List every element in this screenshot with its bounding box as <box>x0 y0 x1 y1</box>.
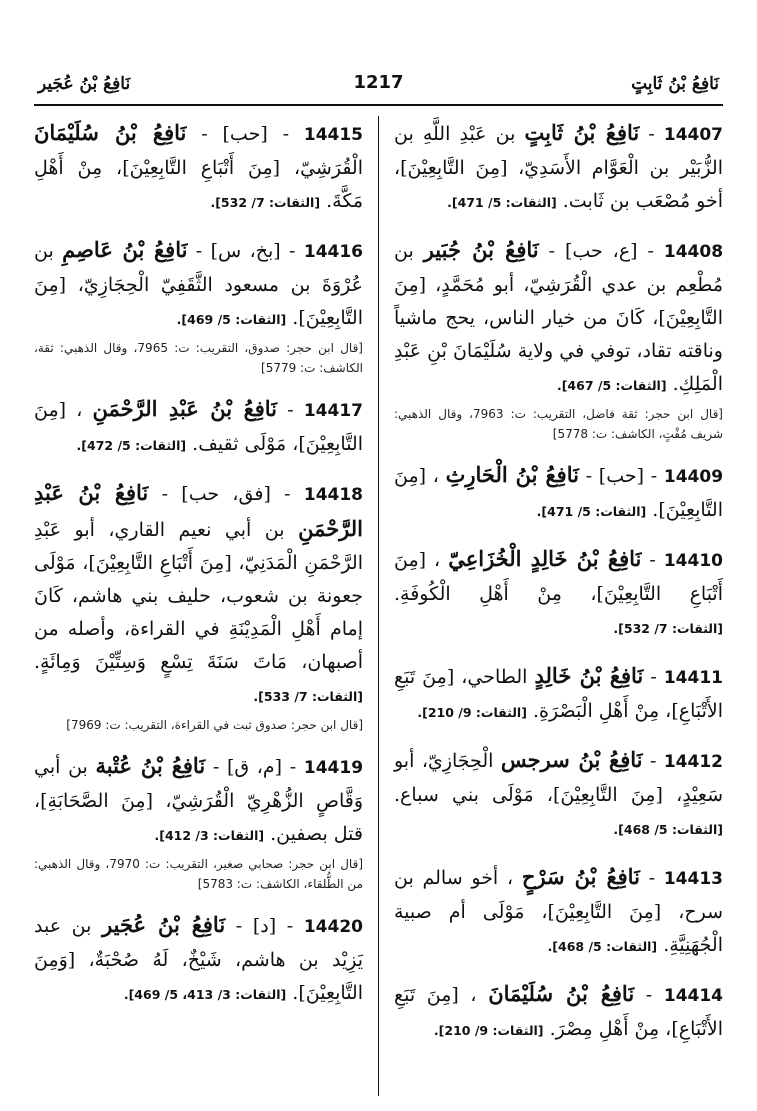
entry-number: 14409 <box>663 467 723 487</box>
header-right-title: نَافِعُ بْنُ ثَابِتٍ <box>631 74 719 94</box>
entry-tag: [م، ق] <box>226 756 283 778</box>
entry-14410 <box>394 542 723 645</box>
entry-footnote: [قال ابن حجر: ثقة فاضل، التقريب: ت: 7963، وقال الذهبي: شريف مُفْتٍ، الكاشف: ت: 5778] <box>393 407 723 441</box>
header-left-title: نَافِعُ بْنُ عُجَير <box>38 74 131 94</box>
entry-14419 <box>34 749 363 894</box>
entry-14420 <box>34 908 363 1011</box>
page-header <box>34 56 723 106</box>
entry-text: 14416 - [بخ، س] - نَافِعُ بْنُ عَاصِمِ بن عُرْوَةَ بن مسعود الثَّقَفِيّ الْحِجَازِيّ، [مِنَ التَّابِعِيْنَ]. [الثقات: 5/ 469]. <box>33 237 364 329</box>
entry-reference: [الثقات: 5/ 468]. <box>613 822 723 837</box>
entry-14413 <box>394 860 723 963</box>
entry-number: 14415 <box>303 125 364 145</box>
entry-reference: [الثقات: 7/ 532]. <box>210 195 321 210</box>
entry-name: نَافِعُ بْنُ سَرْحٍ <box>521 864 640 889</box>
entry-text: 14409 - [حب] - نَافِعُ بْنُ الْحَارِثِ ، [مِنَ التَّابِعِيْنَ]. [الثقات: 5/ 471]. <box>393 462 723 521</box>
entry-number: 14414 <box>663 986 723 1006</box>
entry-tag: [حب] <box>598 465 645 487</box>
entry-name: نَافِعُ بْنُ الْحَارِثِ <box>445 462 579 487</box>
entry-name: نَافِعُ بْنُ عَاصِمِ <box>62 237 188 262</box>
entry-text: 14412 - نَافِعُ بْنُ سرجس الْحِجَازِيّ، أبو سَعِيْدٍ، [مِنَ التَّابِعِيْنَ]، مَوْلَى بني سباع. [الثقات: 5/ 468]. <box>393 747 723 837</box>
entry-tag: [بخ، س] <box>210 240 281 262</box>
entry-name: نَافِعُ بْنُ سُلَيْمَانَ <box>488 981 635 1006</box>
entry-body: ، أخو سالم بن سرح، [مِنَ التَّابِعِيْنَ]، مَوْلَى أم صبية الْجُهَنِيَّةِ. <box>393 867 723 956</box>
entry-reference: [الثقات: 7/ 533]. <box>253 689 363 704</box>
entry-text: 14420 - [د] - نَافِعُ بْنُ عُجَير بن عبد يَزِيْد بن هاشم، شَيْخٌ، لَهُ صُحْبَةٌ، [وَمِنَ التَّابِعِيْنَ]. [الثقات: 3/ 413، 5/ 469]. <box>33 912 363 1004</box>
entry-14408 <box>394 233 723 444</box>
entry-name: نَافِعُ بْنُ عَبْدِ الرَّحْمَنِ <box>33 480 364 541</box>
entry-text: 14408 - [ع، حب] - نَافِعُ بْنُ جُبَير بن مُطْعِم بن عدي الْقُرَشِيّ، أبو مُحَمَّدٍ، [مِنَ التَّابِعِيْنَ]، كَانَ من خيار الناس، يحج ماشياً وناقته تقاد، توفي في ولاية سُلَيْمَانَ بْنِ عَبْدِ الْمَلِكِ. [الثقات: 5/ 467]. <box>393 237 723 395</box>
page-number: 1217 <box>353 72 404 93</box>
entry-text: 14410 - نَافِعُ بْنُ خَالِدٍ الْخُزَاعِيّ ، [مِنَ أَتْبَاعِ التَّابِعِيْنَ]، مِنْ أَهْلِ الْكُوفَةِ. [الثقات: 7/ 532]. <box>393 546 723 636</box>
entry-14416 <box>34 233 363 378</box>
entry-reference: [الثقات: 5/ 471]. <box>447 195 557 210</box>
right-column <box>384 112 723 1102</box>
entry-14407 <box>394 116 723 219</box>
left-column <box>34 112 373 1102</box>
entry-body: بن مُطْعِم بن عدي الْقُرَشِيّ، أبو مُحَمَّدٍ، [مِنَ التَّابِعِيْنَ]، كَانَ من خيار الناس، يحج ماشياً وناقته تقاد، توفي في ولاية سُلَيْمَانَ بْنِ عَبْدِ الْمَلِكِ. <box>393 240 723 395</box>
entry-name: نَافِعُ بْنُ جُبَير <box>423 237 539 262</box>
entry-name: نَافِعُ بْنُ خَالِدٍ <box>534 663 644 688</box>
entry-name: نَافِعُ بْنُ عَبْدِ الرَّحْمَنِ <box>92 396 278 421</box>
entry-reference: [الثقات: 9/ 210]. <box>417 705 527 720</box>
entry-number: 14407 <box>663 125 723 145</box>
entry-body: بن أبي نعيم القاري، أبو عَبْدِ الرَّحْمَنِ الْمَدَنِيّ، [مِنَ أَتْبَاعِ التَّابِعِيْنَ]، مَوْلَى جعونة بن شعوب، حليف بني هاشم، كَانَ إمام أَهْلِ الْمَدِيْنَةِ في القراءة، وأصله من أصبهان، مَاتَ سَنَةَ تِسْعٍ وَسِتِّيْنَ وَمِائَةٍ. <box>33 519 363 673</box>
entry-tag: [حب] <box>222 123 268 145</box>
entry-14409 <box>394 458 723 528</box>
entry-body: الطاحي، [مِنَ تَبَعِ الأَتْبَاعِ]، مِنْ أَهْلِ الْبَصْرَةِ. <box>393 666 723 722</box>
entry-reference: [الثقات: 5/ 469]. <box>176 312 287 327</box>
entry-14418 <box>34 476 363 735</box>
column-divider <box>378 116 379 1096</box>
entry-reference: [الثقات: 5/ 471]. <box>536 504 647 519</box>
entry-body: بن أبي وَقَّاصٍ الزُّهْرِيّ الْقُرَشِيّ، [مِنَ الصَّحَابَةِ]، قتل بصفين. <box>33 756 363 845</box>
entry-14415 <box>34 116 363 219</box>
entry-number: 14418 <box>303 485 364 505</box>
entry-14417 <box>34 392 363 462</box>
entry-reference: [الثقات: 7/ 532]. <box>613 621 723 636</box>
entry-tag: [د] <box>252 915 277 937</box>
entry-name: نَافِعُ بْنُ عُتْبة <box>95 753 206 778</box>
entry-number: 14417 <box>303 401 363 421</box>
entry-number: 14416 <box>303 242 364 262</box>
entry-reference: [الثقات: 9/ 210]. <box>433 1023 544 1038</box>
entry-text: 14419 - [م، ق] - نَافِعُ بْنُ عُتْبة بن أبي وَقَّاصٍ الزُّهْرِيّ الْقُرَشِيّ، [مِنَ الصَّحَابَةِ]، قتل بصفين. [الثقات: 3/ 412]. <box>33 753 364 845</box>
entry-reference: [الثقات: 5/ 467]. <box>556 378 667 393</box>
entry-tag: [ع، حب] <box>564 240 638 262</box>
entry-footnote: [قال ابن حجر: صدوق ثبت في القراءة، التقريب: ت: 7969] <box>66 718 363 732</box>
entry-14412 <box>394 743 723 846</box>
entry-text: 14413 - نَافِعُ بْنُ سَرْحٍ ، أخو سالم بن سرح، [مِنَ التَّابِعِيْنَ]، مَوْلَى أم صبية الْجُهَنِيَّةِ. [الثقات: 5/ 468]. <box>393 864 723 956</box>
entry-body: ، [مِنَ تَبَعِ الأَتْبَاعِ]، مِنْ أَهْلِ مِصْرَ. <box>393 984 723 1040</box>
entry-number: 14413 <box>663 869 723 889</box>
entry-body: بن عُرْوَةَ بن مسعود الثَّقَفِيّ الْحِجَازِيّ، [مِنَ التَّابِعِيْنَ]. <box>33 240 363 329</box>
entry-number: 14411 <box>663 668 723 688</box>
entry-number: 14419 <box>303 758 364 778</box>
entry-reference: [الثقات: 5/ 468]. <box>547 939 658 954</box>
entry-14414 <box>394 977 723 1047</box>
text-columns <box>34 112 723 1102</box>
entry-number: 14410 <box>663 551 723 571</box>
entry-body: الْقُرَشِيّ، [مِنَ أَتْبَاعِ التَّابِعِيْنَ]، مِنْ أَهْلِ مَكَّةَ. <box>33 157 363 212</box>
entry-name: نَافِعُ بْنُ سرجس <box>500 747 643 772</box>
entry-name: نَافِعُ بْنُ خَالِدٍ الْخُزَاعِيّ <box>448 546 642 571</box>
entry-footnote: [قال ابن حجر: صدوق، التقريب: ت: 7965، وقال الذهبي: ثقة، الكاشف: ت: 5779] <box>33 341 363 375</box>
entry-tag: [فق، حب] <box>181 483 271 505</box>
entry-text: 14417 - نَافِعُ بْنُ عَبْدِ الرَّحْمَنِ ، [مِنَ التَّابِعِيْنَ]، مَوْلَى ثقيف. [الثقات: 5/ 472]. <box>33 396 363 455</box>
entry-text: 14418 - [فق، حب] - نَافِعُ بْنُ عَبْدِ الرَّحْمَنِ بن أبي نعيم القاري، أبو عَبْدِ الرَّحْمَنِ الْمَدَنِيّ، [مِنَ أَتْبَاعِ التَّابِعِيْنَ]، مَوْلَى جعونة بن شعوب، حليف بني هاشم، كَانَ إمام أَهْلِ الْمَدِيْنَةِ في القراءة، وأصله من أصبهان، مَاتَ سَنَةَ تِسْعٍ وَسِتِّيْنَ وَمِائَةٍ. [الثقات: 7/ 533]. <box>33 480 364 704</box>
entry-name: نَافِعُ بْنُ ثَابِتٍ <box>524 120 640 145</box>
entry-name: نَافِعُ بْنُ عُجَير <box>102 912 226 937</box>
entry-number: 14412 <box>663 752 723 772</box>
entry-reference: [الثقات: 3/ 412]. <box>154 828 265 843</box>
entry-footnote: [قال ابن حجر: صحابي صغير، التقريب: ت: 7970، وقال الذهبي: من الطُّلقاء، الكاشف: ت: 5783] <box>33 857 364 891</box>
entry-number: 14408 <box>663 242 723 262</box>
entry-14411 <box>394 659 723 729</box>
entry-body: بن عبد يَزِيْد بن هاشم، شَيْخٌ، لَهُ صُحْبَةٌ، [وَمِنَ التَّابِعِيْنَ]. <box>33 915 363 1004</box>
entry-body: الْحِجَازِيّ، أبو سَعِيْدٍ، [مِنَ التَّابِعِيْنَ]، مَوْلَى بني سباع. <box>393 750 723 806</box>
entry-reference: [الثقات: 3/ 413، 5/ 469]. <box>123 987 287 1002</box>
entry-text: 14415 - [حب] - نَافِعُ بْنُ سُلَيْمَانَ الْقُرَشِيّ، [مِنَ أَتْبَاعِ التَّابِعِيْنَ]، مِنْ أَهْلِ مَكَّةَ. [الثقات: 7/ 532]. <box>33 120 364 212</box>
entry-text: 14414 - نَافِعُ بْنُ سُلَيْمَانَ ، [مِنَ تَبَعِ الأَتْبَاعِ]، مِنْ أَهْلِ مِصْرَ. [الثقات: 9/ 210]. <box>393 981 723 1040</box>
entry-reference: [الثقات: 5/ 472]. <box>76 438 187 453</box>
entry-number: 14420 <box>303 917 363 937</box>
entry-text: 14411 - نَافِعُ بْنُ خَالِدٍ الطاحي، [مِنَ تَبَعِ الأَتْبَاعِ]، مِنْ أَهْلِ الْبَصْرَةِ. [الثقات: 9/ 210]. <box>393 663 723 722</box>
entry-name: نَافِعُ بْنُ سُلَيْمَانَ <box>33 120 187 145</box>
entry-text: 14407 - نَافِعُ بْنُ ثَابِتٍ بن عَبْدِ اللَّهِ بن الزُّبَيْر بن الْعَوَّام الأَسَدِيّ، [مِنَ التَّابِعِيْنَ]، أخو مُصْعَب بن ثَابت. [الثقات: 5/ 471]. <box>393 120 723 212</box>
entry-body: ، [مِنَ التَّابِعِيْنَ]. <box>393 465 723 521</box>
entry-body: ، [مِنَ أَتْبَاعِ التَّابِعِيْنَ]، مِنْ أَهْلِ الْكُوفَةِ. <box>393 549 723 605</box>
entry-body: ، [مِنَ التَّابِعِيْنَ]، مَوْلَى ثقيف. <box>33 399 363 455</box>
entry-body: بن عَبْدِ اللَّهِ بن الزُّبَيْر بن الْعَوَّام الأَسَدِيّ، [مِنَ التَّابِعِيْنَ]، أخو مُصْعَب بن ثَابت. <box>393 123 723 212</box>
